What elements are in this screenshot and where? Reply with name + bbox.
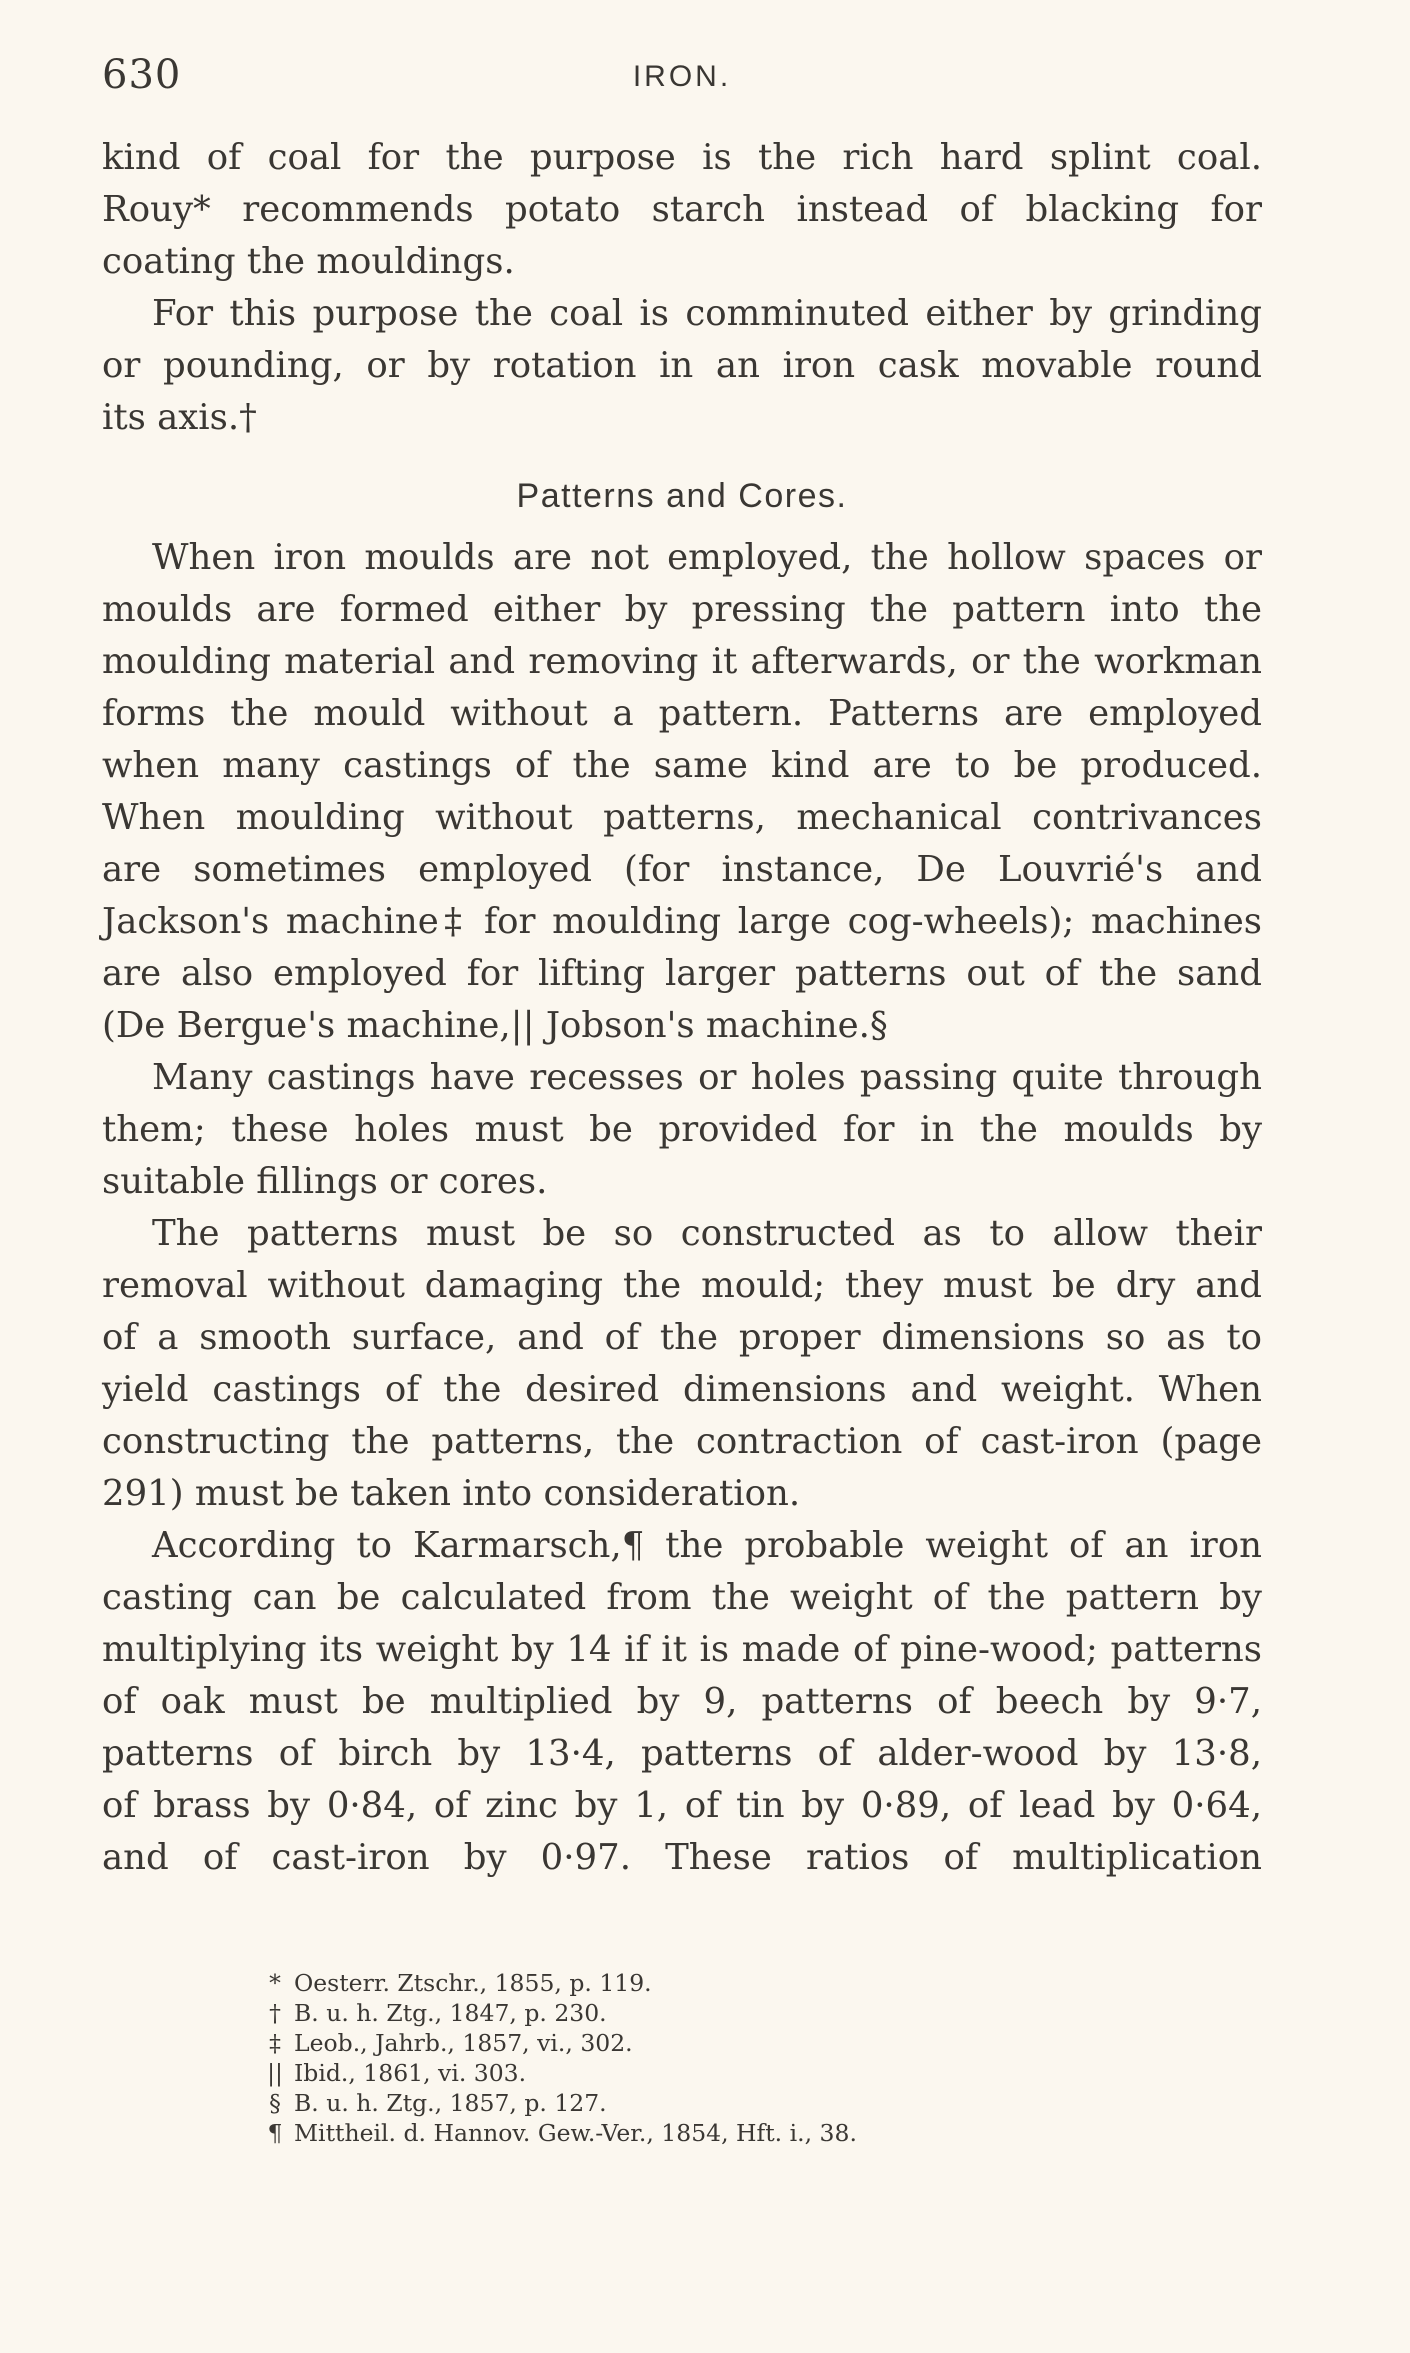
section-heading: Patterns and Cores. [516,477,848,515]
footnote [262,2118,1162,2148]
footnote-mark: || [267,2059,283,2087]
paragraph-5 [102,1208,1262,1520]
body-text [102,132,1262,1884]
text-line: and of cast-iron by 0·97. These ratios of multiplication [102,1837,1262,1878]
footnote-mark: § [269,2089,281,2117]
text-line: of a smooth surface, and of the proper dimensions so as to [102,1317,1262,1358]
text-line: Rouy* recommends potato starch instead of blacking for [102,189,1262,230]
footnotes [262,1968,1162,2148]
text-line: multiplying its weight by 14 if it is made of pine-wood; patterns [102,1629,1262,1670]
footnote-text: Leob., Jahrb., 1857, vi., 302. [294,2029,633,2057]
text-line: are also employed for lifting larger patterns out of the sand [102,953,1262,994]
text-line: patterns of birch by 13·4, patterns of alder-wood by 13·8, [102,1733,1262,1774]
text-line: kind of coal for the purpose is the rich hard splint coal. [102,137,1262,178]
text-line: For this purpose the coal is comminuted either by grinding [152,293,1262,334]
text-line: When iron moulds are not employed, the hollow spaces or [152,537,1262,578]
footnote-mark: ‡ [269,2029,281,2057]
footnote-mark: * [269,1969,281,1997]
text-line: or pounding, or by rotation in an iron cask movable round [102,345,1262,386]
footnote-text: B. u. h. Ztg., 1857, p. 127. [294,2089,607,2117]
text-line: of oak must be multiplied by 9, patterns of beech by 9·7, [102,1681,1262,1722]
text-line: forms the mould without a pattern. Patterns are employed [102,693,1262,734]
footnote [262,2088,1162,2118]
text-line: constructing the patterns, the contraction of cast-iron (page [102,1421,1262,1462]
text-line: them; these holes must be provided for in the moulds by [102,1109,1262,1150]
text-line: suitable fillings or cores. [102,1161,548,1202]
text-line: According to Karmarsch,¶ the probable weight of an iron [152,1525,1262,1566]
footnote [262,2028,1162,2058]
footnote-text: B. u. h. Ztg., 1847, p. 230. [294,1999,607,2027]
text-line: its axis.† [102,397,257,438]
text-line: removal without damaging the mould; they must be dry and [102,1265,1262,1306]
text-line: (De Bergue's machine,|| Jobson's machine.§ [102,1005,888,1046]
page-number: 630 [102,52,182,98]
page-header [102,52,1262,112]
text-line: yield castings of the desired dimensions and weight. When [102,1369,1262,1410]
text-line: The patterns must be so constructed as to allow their [152,1213,1262,1254]
footnote-mark: † [269,1999,281,2027]
running-head: IRON. [632,60,732,93]
text-line: of brass by 0·84, of zinc by 1, of tin by 0·89, of lead by 0·64, [102,1785,1262,1826]
text-line: moulding material and removing it afterwards, or the workman [102,641,1262,682]
footnote-mark: ¶ [267,2119,283,2147]
text-line: coating the mouldings. [102,241,515,282]
paragraph-2 [102,288,1262,444]
text-line: when many castings of the same kind are to be produced. [102,745,1262,786]
text-line: moulds are formed either by pressing the pattern into the [102,589,1262,630]
text-line: 291) must be taken into consideration. [102,1473,801,1514]
footnote-text: Mittheil. d. Hannov. Gew.-Ver., 1854, Hft. i., 38. [294,2119,857,2147]
footnote [262,1998,1162,2028]
text-line: Many castings have recesses or holes passing quite through [152,1057,1262,1098]
text-line: When moulding without patterns, mechanical contrivances [102,797,1262,838]
paragraph-4 [102,1052,1262,1208]
paragraph-6 [102,1520,1262,1884]
footnote-text: Ibid., 1861, vi. 303. [294,2059,527,2087]
footnote [262,2058,1162,2088]
paragraph-3 [102,532,1262,1052]
footnote-text: Oesterr. Ztschr., 1855, p. 119. [294,1969,652,1997]
text-line: Jackson's machine‡ for moulding large cog-wheels); machines [102,901,1262,942]
footnote [262,1968,1162,1998]
text-line: are sometimes employed (for instance, De Louvrié's and [102,849,1262,890]
paragraph-1 [102,132,1262,288]
text-line: casting can be calculated from the weight of the pattern by [102,1577,1262,1618]
